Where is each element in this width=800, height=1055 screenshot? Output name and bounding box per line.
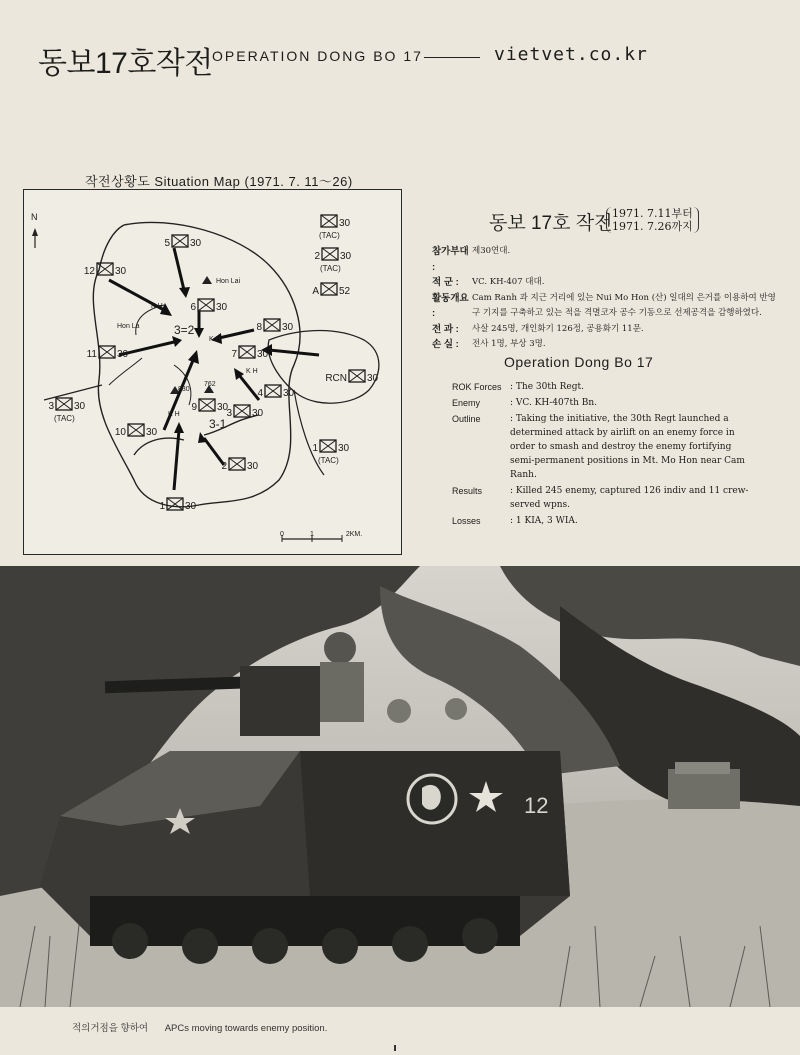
place-label: Hon La [117, 323, 140, 330]
unit-regiment: 30 [252, 408, 264, 419]
english-row-value: : The 30th Regt. [510, 382, 584, 392]
korean-row [432, 337, 782, 353]
english-row-value: : Taking the initiative, the 30th Regt launched a determined attack by airlift on an enemy force in order to smash and destroy the enemy fortifying semi-permanent positions in Mt. Mo Hon near Cam Ranh. [510, 414, 745, 480]
korean-row [432, 275, 782, 291]
korean-summary [432, 244, 782, 353]
english-row [452, 396, 752, 410]
unit-symbol [199, 399, 215, 411]
unit-regiment: 30 [146, 427, 158, 438]
unit-symbol [172, 235, 188, 247]
unit-symbol [239, 346, 255, 358]
caption-korean: 적의거점을 향하여 [72, 1023, 149, 1034]
unit-regiment: 30 [367, 373, 379, 384]
korean-row-label: 적 군 : [432, 277, 459, 288]
enemy-mark: 3-1 [209, 417, 227, 431]
unit-symbol [321, 283, 337, 295]
unit-number: 3 [48, 401, 54, 412]
unit-number: 1 [159, 501, 165, 512]
enemy-mark: K H [151, 303, 163, 310]
korean-row-value: 사살 245명, 개인화기 126정, 공용화기 11문. [472, 323, 644, 334]
vehicle-number: 12 [524, 793, 549, 818]
unit-regiment: 30 [115, 266, 127, 277]
site-url: vietvet.co.kr [494, 44, 648, 65]
photo-caption [72, 1020, 341, 1034]
situation-map [23, 189, 402, 555]
elevation-label: 762 [204, 381, 216, 388]
unit-symbol [321, 215, 337, 227]
unit-number: 12 [83, 266, 95, 277]
unit-note: (TAC) [54, 414, 75, 423]
english-row-label: ROK Forces [452, 382, 502, 392]
enemy-mark: K H [246, 368, 258, 375]
title-rule [424, 57, 480, 58]
unit-symbol [229, 458, 245, 470]
english-row [452, 412, 752, 482]
unit-symbol [167, 498, 183, 510]
enemy-mark: K H [209, 336, 221, 343]
korean-row-label: 참가부대 : [432, 246, 469, 273]
english-row-label: Results [452, 486, 483, 496]
map-drawing [24, 190, 401, 554]
english-row [452, 380, 752, 394]
korean-row [432, 244, 782, 275]
unit-regiment: 30 [282, 322, 294, 333]
korean-title: 동보17호작전 [38, 47, 213, 80]
unit-note: (TAC) [320, 264, 341, 273]
unit-number: 3 [226, 408, 232, 419]
english-summary [452, 380, 752, 528]
unit-symbol [234, 405, 250, 417]
unit-symbol [56, 398, 72, 410]
english-row-label: Outline [452, 414, 481, 424]
unit-note: (TAC) [319, 231, 340, 240]
korean-row-value: Cam Ranh 과 지근 거리에 있는 Nui Mo Hon (산) 일대의 은거를 이용하여 반영구 기지를 구축하고 있는 적을 격멸코자 공수 기동으로 선제공격을 감행하였다. [472, 292, 776, 318]
unit-number: 10 [114, 427, 126, 438]
unit-number: 4 [257, 388, 263, 399]
unit-number: 1 [312, 443, 318, 454]
scale-label: 0 [280, 531, 284, 538]
english-row-value: : 1 KIA, 3 WIA. [510, 516, 578, 526]
unit-symbol [198, 299, 214, 311]
unit-regiment: 30 [117, 349, 129, 360]
unit-number: 2 [221, 461, 227, 472]
korean-row-label: 전 과 : [432, 323, 459, 335]
unit-regiment: 30 [340, 251, 352, 262]
unit-regiment: 30 [339, 218, 351, 229]
date-to: 1971. 7.26까지 [612, 220, 693, 233]
korean-summary-title: 동보 17호 작전 [489, 213, 613, 234]
english-row [452, 484, 752, 512]
english-row-value: : VC. KH-407th Bn. [510, 398, 598, 408]
unit-symbol [320, 440, 336, 452]
page-mark [394, 1045, 396, 1051]
unit-regiment: 30 [190, 238, 202, 249]
unit-regiment: 30 [185, 501, 197, 512]
korean-row-label: 손 실 : [432, 339, 459, 350]
korean-row-value: 전사 1명, 부상 3명. [472, 339, 546, 349]
unit-note: (TAC) [318, 456, 339, 465]
place-label: Hon Lai [216, 278, 241, 285]
unit-regiment: 30 [216, 302, 228, 313]
scale-label: 2KM. [345, 531, 363, 538]
unit-number: RCN [325, 373, 347, 384]
korean-row-label: 활동개요 : [432, 292, 469, 319]
english-row-label: Enemy [452, 398, 481, 408]
english-row-value: : Killed 245 enemy, captured 126 indiv and 11 crew-served wpns. [510, 486, 749, 510]
unit-symbol [322, 248, 338, 260]
photo-illustration [0, 566, 800, 1007]
page-header [38, 38, 778, 78]
unit-regiment: 30 [257, 349, 269, 360]
english-title: OPERATION DONG BO 17 [212, 48, 423, 64]
unit-regiment: 52 [339, 286, 351, 297]
unit-symbol [265, 385, 281, 397]
unit-symbol [99, 346, 115, 358]
unit-regiment: 30 [217, 402, 229, 413]
unit-number: 2 [314, 251, 320, 262]
korean-date-range [606, 207, 699, 233]
unit-symbol [128, 424, 144, 436]
unit-number: 5 [164, 238, 170, 249]
unit-number: 11 [86, 349, 97, 360]
elevation-label: 830 [178, 386, 190, 393]
unit-symbol [264, 319, 280, 331]
enemy-mark: K H [168, 411, 180, 418]
scale-label: 1 [310, 531, 314, 538]
map-title: 작전상황도 Situation Map (1971. 7. 11～26) [85, 174, 353, 189]
english-row-label: Losses [452, 516, 481, 526]
unit-regiment: 30 [283, 388, 295, 399]
korean-row [432, 291, 782, 322]
english-row [452, 514, 752, 528]
korean-row-value: 제30연대. [472, 246, 511, 256]
apc-photo [0, 566, 800, 1007]
date-from: 1971. 7.11부터 [612, 207, 693, 220]
korean-row-value: VC. KH-407 대대. [472, 277, 545, 287]
unit-regiment: 30 [247, 461, 259, 472]
enemy-mark: 3=2 [174, 323, 195, 337]
unit-regiment: 30 [74, 401, 86, 412]
english-summary-title: Operation Dong Bo 17 [504, 354, 654, 370]
unit-number: 6 [190, 302, 196, 313]
unit-number: 8 [256, 322, 262, 333]
caption-english: APCs moving towards enemy position. [164, 1023, 328, 1034]
korean-row [432, 322, 782, 338]
unit-number: A [312, 286, 319, 297]
unit-number: 9 [191, 402, 197, 413]
unit-number: 7 [231, 349, 237, 360]
north-label: N [31, 212, 38, 222]
unit-symbol [349, 370, 365, 382]
unit-regiment: 30 [338, 443, 350, 454]
